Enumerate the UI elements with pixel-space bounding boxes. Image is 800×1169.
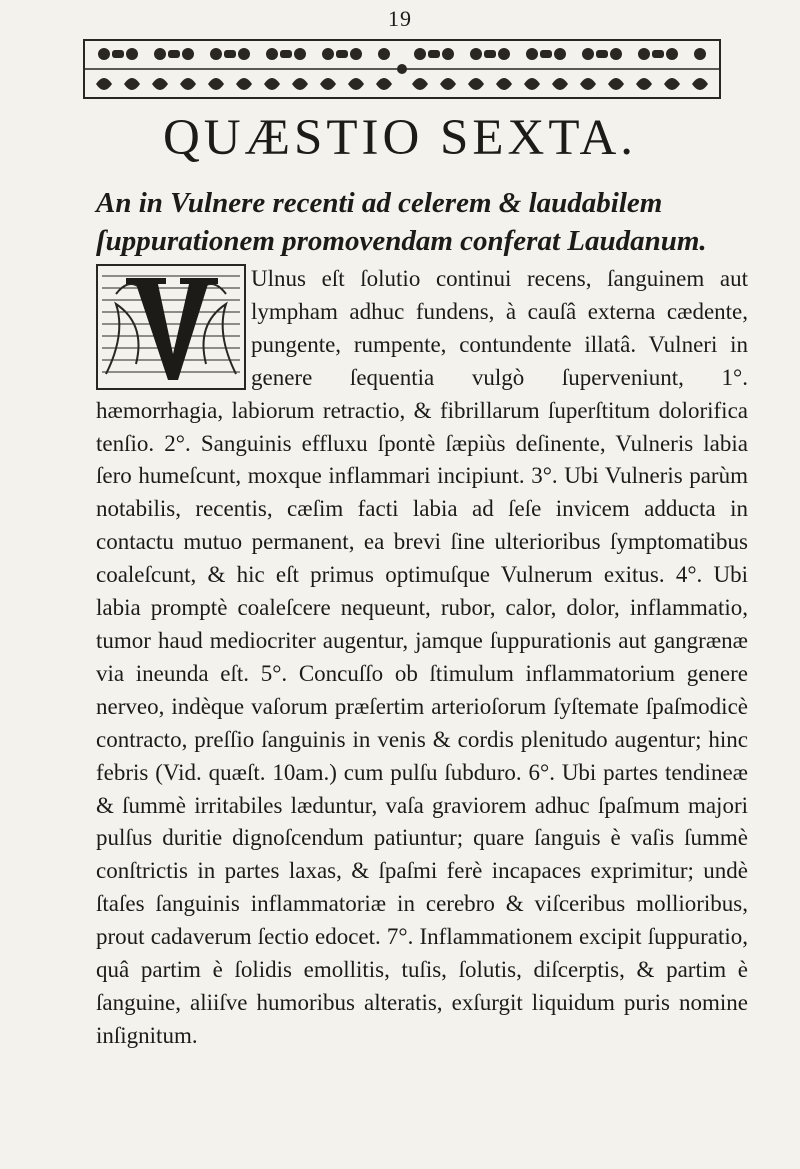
decorative-floral-band-icon [82, 38, 722, 100]
drop-cap-spacer [96, 263, 251, 393]
body-text: Ulnus eſt ſolutio continui recens, ſanguinem aut lympham adhuc fundens, à cauſâ externa cædente, pungente, rumpente, contundente illatâ. Vulneri in genere ſequentia vulgò ſuperveniunt, 1°. hæmorrhagia, labiorum retractio, & fibrillarum ſuperſtitum dolorifica tenſio. 2°. Sanguinis effluxu ſpontè ſæpiùs deſinente, Vulneris labia ſero humeſcunt, moxque inflammari incipiunt. 3°. Ubi Vulneris parùm notabilis, recentis, cæſim facti labia ad ſeſe invicem adducta in contactu mutuo permanent, ea brevi ſine ulterioribus ſymptomatibus coaleſcunt, & hic eſt primus optimuſque Vulnerum exitus. 4°. Ubi labia promptè coaleſcere nequeunt, rubor, calor, dolor, inflammatio, tumor haud mediocriter augentur, jamque ſuppurationis aut gangrænæ via ineunda eſt. 5°. Concuſſo ob ſtimulum inflammatorium genere nerveo, indèque vaſorum præſertim arterioſorum ſyſtemate ſpaſmodicè contracto, preſſio ſanguinis in venis & cordis plenitudo augentur; hinc febris (Vid. quæſt. 10am.) cum pulſu ſubduro. 6°. Ubi partes tendineæ & ſummè irritabiles læduntur, vaſa graviorem adhuc ſpaſmum majori pulſus duritie dignoſcendum patiuntur; quare ſanguis è vaſis ſummè conſtrictis in partes laxas, & ſpaſmi ferè incapaces exprimitur; undè ſtaſes ſanguinis inflammatoriæ in cerebro & viſceribus mollioribus, prout cadaverum ſectio edocet. 7°. Inflammationem excipit ſuppuratio, quâ partim è ſolidis emollitis, tuſis, ſolutis, diſcerptis, & partim è ſanguine, aliiſve humoribus alteratis, exſurgit liquidum puris nomine inſignitum. [96, 266, 748, 1048]
section-title: QUÆSTIO SEXTA. [162, 110, 638, 166]
page-number: 19 [388, 6, 412, 31]
question-heading: An in Vulnere recenti ad celerem & laudabilem ſuppurationem promovendam conferat Laudanum. [96, 187, 707, 257]
body-paragraph [96, 263, 748, 1053]
